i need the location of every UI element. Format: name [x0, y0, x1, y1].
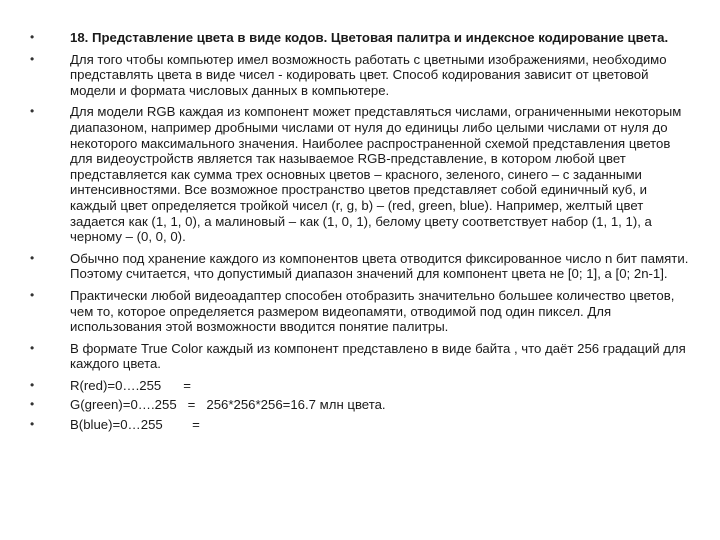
bullet-dot: • — [30, 340, 35, 355]
formula-red-eq: = — [183, 377, 191, 393]
paragraph-rgb-model: Для модели RGB каждая из компонент может представляться числами, ограниченными некоторым диапазоном, например дробными числами от нуля до единицы либо целыми числами от нуля до некоторого максимального значения. Наиболее распространенной схемой представления цветов для видеоустройств является так называемое RGB-представление, в котором любой цвет представляется как сумма трех основных цветов – красного, зеленого, синего – с заданными интенсивностями. Все возможное пространство цветов представляет собой единичный куб, и каждый цвет определяется тройкой чисел (r, g, b) – (red, green, blue). Например, желтый цвет задается как (1, 1, 0), а малиновый – как (1, 0, 1), белому цвету соответствует набор (1, 1, 1), а черному – (0, 0, 0). — [70, 104, 682, 245]
list-item-formula-green — [30, 397, 690, 413]
list-item — [30, 288, 690, 335]
paragraph-color-coding: Для того чтобы компьютер имел возможность работать с цветными изображениями, необходимо представлять цвета в виде чисел - кодировать цвет. Способ кодирования зависит от цветовой модели и формата числовых данных в компьютере. — [70, 51, 667, 98]
paragraph-true-color: В формате True Color каждый из компонент представлено в виде байта , что даёт 256 градаций для каждого цвета. — [70, 340, 686, 372]
list-item-title — [30, 30, 690, 46]
formula-green-expr: G(green)=0….255 — [70, 397, 177, 413]
bullet-dot: • — [30, 250, 35, 265]
bullet-dot: • — [30, 287, 35, 302]
bullet-dot: • — [30, 51, 35, 66]
formula-red-expr: R(red)=0….255 — [70, 377, 162, 393]
list-item — [30, 52, 690, 99]
paragraph-bit-storage: Обычно под хранение каждого из компонентов цвета отводится фиксированное число n бит памяти. Поэтому считается, что допустимый диапазон значений для компонент цвета не [0; 1], а [0; 2n-1]. — [70, 250, 689, 282]
slide-title: 18. Представление цвета в виде кодов. Цветовая палитра и индексное кодирование цвета. — [70, 30, 669, 45]
bullet-dot: • — [30, 417, 35, 432]
list-item — [30, 251, 690, 282]
formula-green-result: 256*256*256=16.7 млн цвета. — [206, 397, 386, 413]
bullet-dot: • — [30, 397, 35, 412]
list-item-formula-red — [30, 378, 690, 394]
list-item — [30, 104, 690, 244]
bullet-dot: • — [30, 104, 35, 119]
bullet-list — [30, 30, 690, 437]
list-item-formula-blue — [30, 417, 690, 433]
paragraph-palette: Практически любой видеоадаптер способен отобразить значительно большее количество цветов, чем то, которое определяется размером видеопамяти, отводимой под один пиксел. Для использования этой возможности вводится понятие палитры. — [70, 287, 675, 335]
formula-blue-eq: = — [192, 417, 200, 433]
bullet-dot: • — [30, 30, 35, 44]
bullet-dot: • — [30, 377, 35, 392]
formula-blue-expr: B(blue)=0…255 — [70, 417, 163, 433]
list-item — [30, 341, 690, 372]
formula-green-eq: = — [187, 397, 196, 413]
